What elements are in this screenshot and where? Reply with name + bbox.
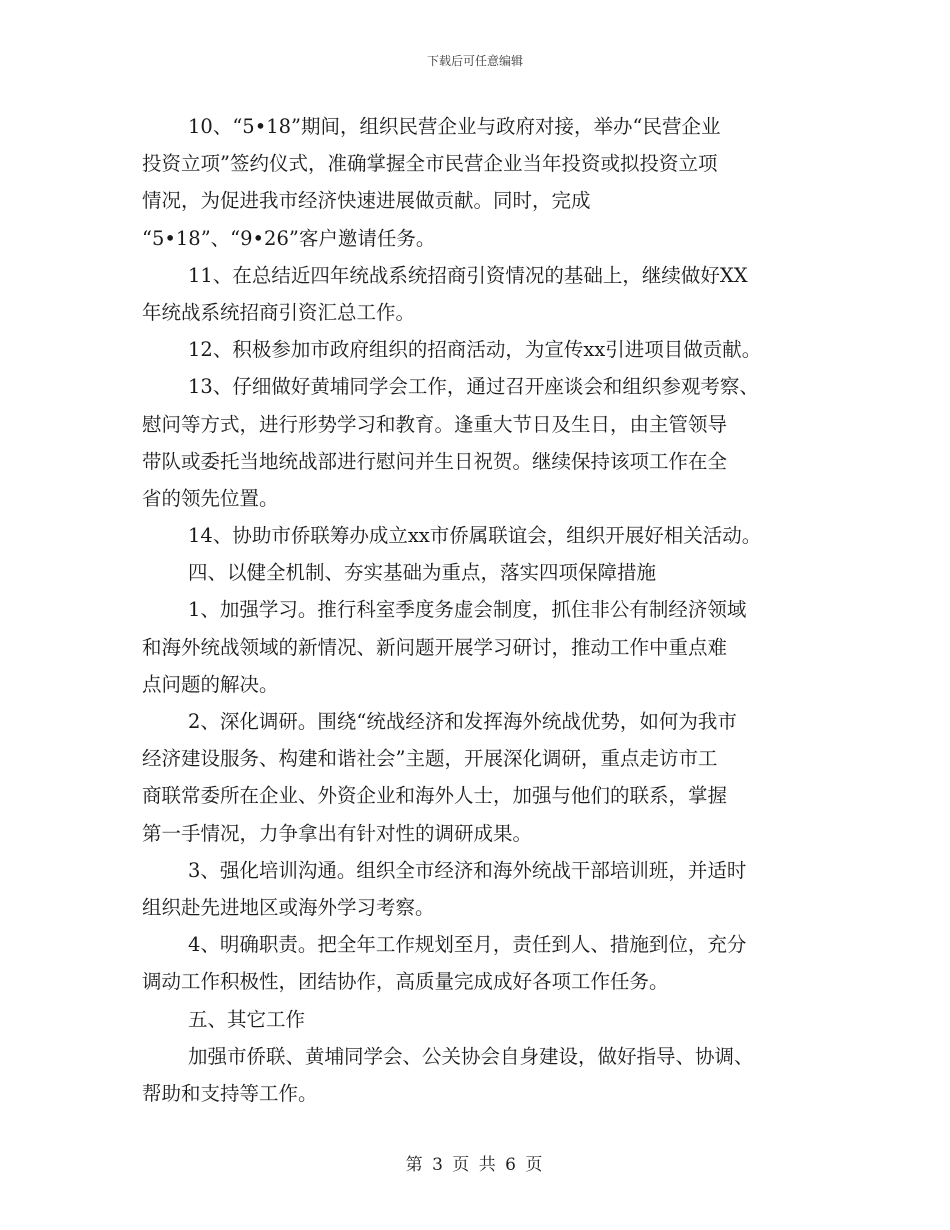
text-line: 和海外统战领域的新情况、新问题开展学习研讨，推动工作中重点难 — [142, 635, 728, 659]
text-line: 省的领先位置。 — [142, 486, 279, 510]
text-line: 第一手情况，力争拿出有针对性的调研成果。 — [142, 821, 533, 845]
text-line: 年统战系统招商引资汇总工作。 — [142, 300, 416, 324]
text-line: 10、“5•18”期间，组织民营企业与政府对接，举办“民营企业 — [188, 115, 721, 138]
text-line: 点问题的解决。 — [142, 672, 279, 696]
page-header: 下载后可任意编辑 — [426, 54, 523, 68]
text-line: 11、在总结近四年统战系统招商引资情况的基础上，继续做好XX — [188, 263, 748, 287]
text-line: 13、仔细做好黄埔同学会工作，通过召开座谈会和组织参观考察、 — [188, 375, 759, 399]
text-line: “5•18”、“9•26”客户邀请任务。 — [142, 226, 436, 250]
page-footer: 第 3 页 共 6 页 — [405, 1155, 545, 1175]
document-body — [142, 108, 822, 1112]
text-line: 四、以健全机制、夯实基础为重点，落实四项保障措施 — [188, 561, 657, 585]
text-line: 12、积极参加市政府组织的招商活动，为宣传xx引进项目做贡献。 — [188, 338, 762, 362]
text-line: 调动工作积极性，团结协作，高质量完成成好各项工作任务。 — [142, 970, 669, 994]
text-line: 3、强化培训沟通。组织全市经济和海外统战干部培训班，并适时 — [188, 858, 747, 882]
text-line: 投资立项”签约仪式，准确掌握全市民营企业当年投资或拟投资立项 — [142, 152, 718, 176]
text-line: 加强市侨联、黄埔同学会、公关协会自身建设，做好指导、协调、 — [188, 1044, 754, 1068]
text-line: 组织赴先进地区或海外学习考察。 — [142, 895, 435, 919]
text-line: 慰问等方式，进行形势学习和教育。逢重大节日及生日，由主管领导 — [142, 412, 728, 436]
text-line: 带队或委托当地统战部进行慰问并生日祝贺。继续保持该项工作在全 — [142, 449, 728, 473]
text-line: 1、加强学习。推行科室季度务虚会制度，抓住非公有制经济领域 — [188, 598, 747, 622]
text-line: 帮助和支持等工作。 — [142, 1081, 318, 1105]
text-line: 14、协助市侨联筹办成立xx市侨属联谊会，组织开展好相关活动。 — [188, 524, 762, 548]
text-line: 五、其它工作 — [188, 1007, 306, 1031]
text-line: 商联常委所在企业、外资企业和海外人士，加强与他们的联系，掌握 — [142, 784, 728, 808]
text-line: 经济建设服务、构建和谐社会”主题，开展深化调研，重点走访市工 — [142, 747, 718, 771]
text-line: 4、明确职责。把全年工作规划至月，责任到人、措施到位，充分 — [188, 933, 747, 957]
text-line: 情况，为促进我市经济快速进展做贡献。同时，完成 — [142, 189, 591, 213]
text-line: 2、深化调研。围绕“统战经济和发挥海外统战优势，如何为我市 — [188, 710, 737, 733]
